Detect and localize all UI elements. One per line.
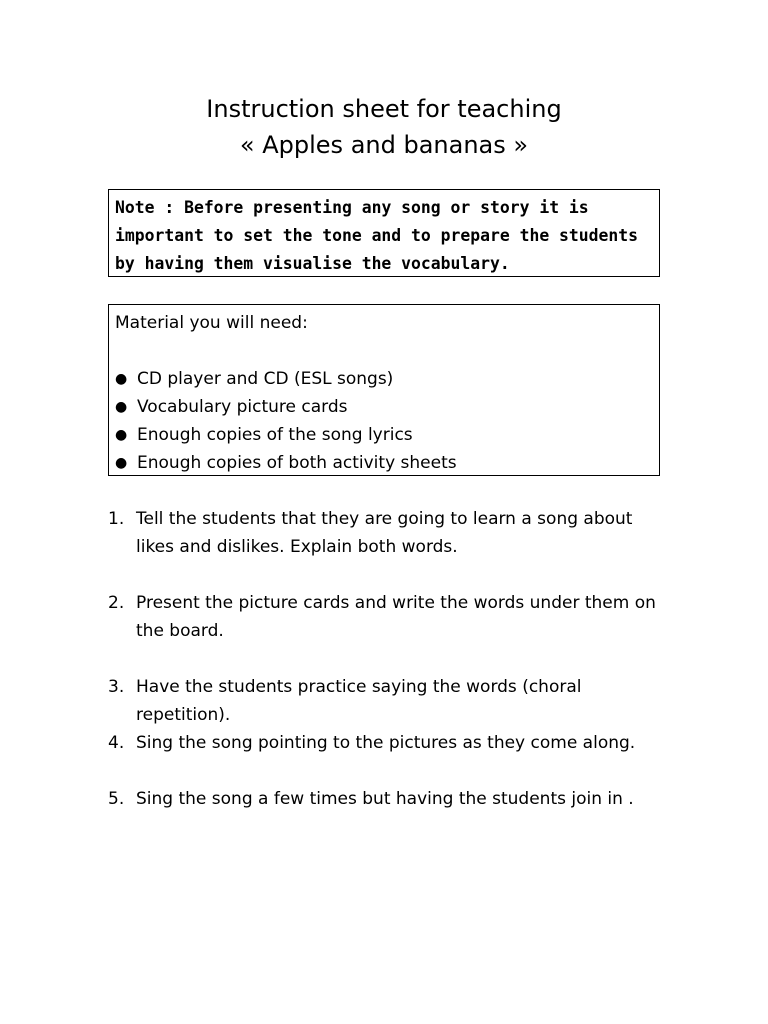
- list-item: ● Enough copies of both activity sheets: [115, 449, 653, 477]
- instruction-steps: [108, 505, 668, 813]
- page-subtitle: « Apples and bananas »: [239, 131, 529, 159]
- materials-box: [108, 304, 660, 476]
- bullet-icon: ●: [115, 399, 128, 415]
- bullet-icon: ●: [115, 455, 128, 471]
- step-4: 4. Sing the song pointing to the pictures as they come along.: [108, 733, 636, 753]
- step-1: 1. Tell the students that they are going to learn a song about likes and dislikes. Explain both words.: [108, 509, 633, 557]
- note-text: Before presenting any song or story it is important to set the tone and to prepare the students by having them visualise the vocabulary.: [115, 198, 639, 273]
- materials-heading: Material you will need:: [115, 313, 308, 333]
- bullet-icon: ●: [115, 371, 128, 387]
- note-box: [108, 189, 660, 277]
- list-item: ● Enough copies of the song lyrics: [115, 421, 653, 449]
- list-item: ● Vocabulary picture cards: [115, 393, 653, 421]
- note-label: Note :: [115, 198, 185, 217]
- step-2: 2. Present the picture cards and write the words under them on the board.: [108, 593, 656, 641]
- list-item: ● CD player and CD (ESL songs): [115, 365, 653, 393]
- step-3: 3. Have the students practice saying the words (choral repetition).: [108, 677, 582, 725]
- step-5: 5. Sing the song a few times but having the students join in .: [108, 789, 634, 809]
- page-title: Instruction sheet for teaching: [206, 95, 562, 123]
- materials-list: [115, 365, 653, 477]
- bullet-icon: ●: [115, 427, 128, 443]
